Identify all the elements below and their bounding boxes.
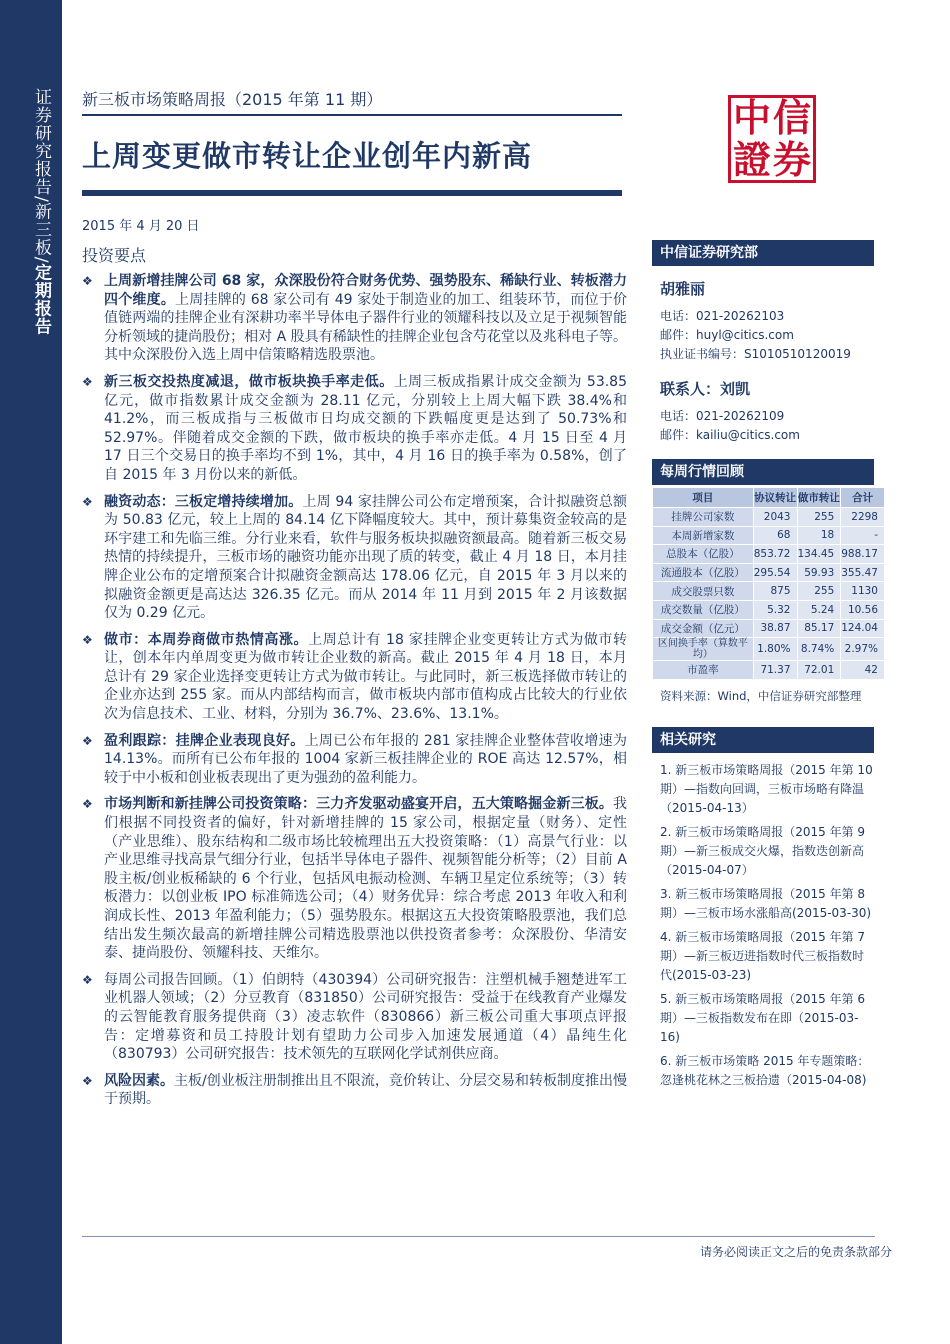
table-cell: 1.80%	[753, 638, 797, 661]
table-cell: 2043	[753, 508, 797, 527]
weekly-table-wrap	[652, 487, 878, 680]
table-cell: 2298	[841, 508, 885, 527]
table-cell: 124.04	[841, 619, 885, 638]
key-point-5	[82, 732, 627, 788]
diamond-bullet-icon: ❖	[82, 1073, 93, 1088]
table-cell: 255	[797, 508, 841, 527]
logo-char-2: 信	[773, 96, 812, 140]
table-cell: 18	[797, 526, 841, 545]
column-header: 协议转让	[753, 488, 797, 508]
diamond-bullet-icon: ❖	[82, 632, 93, 647]
weekly-market-table	[652, 487, 885, 680]
table-cell: 5.24	[797, 600, 841, 619]
analyst-phone: 电话：021-20262103	[660, 309, 785, 323]
key-point-lead: 新三板交投热度减退，做市板块换手率走低。	[104, 373, 394, 390]
column-header: 合计	[841, 488, 885, 508]
column-header: 做市转让	[797, 488, 841, 508]
diamond-bullet-icon: ❖	[82, 374, 93, 389]
contact-email[interactable]: 邮件：kailiu@citics.com	[660, 428, 800, 442]
analyst-panel-title: 中信证券研究部	[652, 240, 874, 266]
table-cell: 2.97%	[841, 638, 885, 661]
table-row	[653, 545, 885, 564]
title-rule	[82, 190, 622, 196]
table-row	[653, 563, 885, 582]
citic-securities-logo	[728, 95, 816, 183]
footer-rule	[82, 1236, 875, 1237]
table-row	[653, 638, 885, 661]
page-title: 上周变更做市转让企业创年内新高	[82, 139, 533, 173]
table-cell: 10.56	[841, 600, 885, 619]
table-cell: 295.54	[753, 563, 797, 582]
table-source: 资料来源：Wind，中信证券研究部整理	[660, 688, 862, 703]
report-date: 2015 年 4 月 20 日	[82, 219, 200, 234]
key-point-text: 主板/创业板注册制推出且不限流，竞价转让、分层交易和转板制度推出慢于预期。	[104, 1072, 628, 1108]
row-label: 市盈率	[653, 661, 754, 680]
related-item[interactable]: 2. 新三板市场策略周报（2015 年第 9 期）—新三板成交火爆，指数迭创新高（2015-04-07）	[660, 825, 866, 877]
table-cell: 255	[797, 582, 841, 601]
report-category	[14, 88, 50, 335]
key-point-lead: 融资动态：三板定增持续增加。	[104, 493, 303, 510]
logo-char-3: 證	[733, 138, 772, 182]
category-part-2: /新三板/	[31, 196, 51, 264]
key-point-lead: 做市：本周券商做市热情高涨。	[104, 631, 309, 648]
table-cell: 355.47	[841, 563, 885, 582]
row-label: 区间换手率（算数平均）	[653, 638, 754, 661]
diamond-bullet-icon: ❖	[82, 733, 93, 748]
related-list	[652, 761, 874, 1090]
disclaimer-note: 请务必阅读正文之后的免责条款部分	[699, 1245, 892, 1259]
key-point-2	[82, 373, 627, 485]
key-point-text: 上周 94 家挂牌公司公布定增预案，合计拟融资总额为 50.83 亿元，较上上周的 84.14 亿下降幅度较大。其中，预计募集资金较高的是环宇建工和先临三维。分行业来看，软件与服务板块拟融资额最高。随着新三板交易热情的持续提升，三板市场的融资功能亦出现了质的转变，截止 4 月 18 日，本月挂牌企业公布的定增预案合计拟融资金额高达 178.06 亿元，自 2015 年 3 月以来的拟融资金额更是高达达 326.35 亿元。而从 2014 年 11 月到 2015 年 2 月该数据仅为 0.29 亿元。	[104, 493, 628, 622]
table-cell: 85.17	[797, 619, 841, 638]
related-item[interactable]: 1. 新三板市场策略周报（2015 年第 10 期）—指数向回调，三板市场略有降温（2015-04-13）	[660, 763, 873, 815]
related-panel-title: 相关研究	[652, 727, 874, 753]
related-item[interactable]: 3. 新三板市场策略周报（2015 年第 8 期）—三板市场水涨船高(2015-03-30)	[660, 887, 872, 920]
key-point-lead: 盈利跟踪：挂牌企业表现良好。	[104, 732, 305, 749]
section-title: 投资要点	[82, 246, 147, 265]
table-row	[653, 661, 885, 680]
table-row	[653, 508, 885, 527]
key-point-text: 我们根据不同投资者的偏好，针对新增挂牌的 15 家公司，根据定量（财务）、定性（产业思维）、股东结构和二级市场比较梳理出五大投资策略：（1）高景气行业：以产业思维寻找高景气细分行业，包括半导体电子器件、视频智能分析等；（2）目前 A 股主板/创业板稀缺的 6 个行业，包括风电振动检测、车辆卫星定位系统等；（3）转板潜力：以创业板 IPO 标准筛选公司；（4）财务优异：综合考虑 2013 年收入和利润成长性、2013 年盈利能力；（5）强势股东。根据这五大投资策略股票池，我们总结出发生频次最高的新增挂牌公司精选股票池以供投资者参考：众深股份、华清安泰、捷尚股份、领耀科技、天维尔。	[104, 796, 627, 962]
table-cell: 72.01	[797, 661, 841, 680]
logo-char-1: 中	[733, 96, 772, 140]
table-cell: 5.32	[753, 600, 797, 619]
key-point-lead: 上周新增挂牌公司 68 家，众深股份符合财务优势、强势股东、稀缺行业、转板潜力四个维度。	[104, 273, 627, 308]
key-point-1	[82, 272, 627, 365]
row-label: 挂牌公司家数	[653, 508, 754, 527]
diamond-bullet-icon: ❖	[82, 274, 93, 288]
analyst-license: 执业证书编号：S1010510120019	[660, 347, 851, 361]
row-label: 流通股本（亿股）	[653, 563, 754, 582]
diamond-bullet-icon: ❖	[82, 972, 93, 987]
table-row	[653, 582, 885, 601]
table-row	[653, 619, 885, 638]
analyst-email[interactable]: 邮件：huyl@citics.com	[660, 328, 794, 342]
diamond-bullet-icon: ❖	[82, 797, 93, 812]
table-cell: 42	[841, 661, 885, 680]
category-part-1: 证券研究报告	[31, 88, 51, 196]
key-point-text: 每周公司报告回顾。（1）伯朗特（430394）公司研究报告：注塑机械手翘楚进军工业机器人领域；（2）分豆教育（831850）公司研究报告：受益于在线教育产业爆发的云智能教育服务提供商（3）凌志软件（830866）新三板公司重大事项点评报告：定增募资和员工持股计划有望助力公司步入加速发展通道（4）晶纯生化（830793）公司研究报告：技术领先的互联网化学试剂供应商。	[104, 971, 627, 1063]
weekly-panel-title: 每周行情回顾	[652, 459, 874, 485]
table-cell: 59.93	[797, 563, 841, 582]
table-cell: 71.37	[753, 661, 797, 680]
report-series: 新三板市场策略周报（2015 年第 11 期）	[82, 90, 383, 109]
table-cell: 38.87	[753, 619, 797, 638]
table-cell: 68	[753, 526, 797, 545]
table-cell: 988.17	[841, 545, 885, 564]
table-row	[653, 600, 885, 619]
table-cell: 853.72	[753, 545, 797, 564]
table-cell: -	[841, 526, 885, 545]
header-rule	[82, 114, 622, 116]
table-cell: 875	[753, 582, 797, 601]
row-label: 成交数量（亿股）	[653, 600, 754, 619]
logo-char-4: 券	[773, 138, 812, 182]
related-item[interactable]: 4. 新三板市场策略周报（2015 年第 7 期）—新三板迈进指数时代三板指数时代(2015-03-23)	[660, 930, 866, 982]
key-points	[82, 272, 627, 1117]
key-point-text: 上周已公布年报的 281 家挂牌企业整体营收增速为 14.13%。而所有已公布年报的 1004 家新三板挂牌企业的 ROE 高达 12.57%，相较于中小板和创业板表现出了更为强劲的盈利能力。	[104, 732, 628, 786]
related-item[interactable]: 6. 新三板市场策略 2015 年专题策略：忽逢桃花林之三板拾遗（2015-04-08)	[660, 1054, 870, 1087]
key-point-text: 上周总计有 18 家挂牌企业变更转让方式为做市转让，创本年内单周变更为做市转让企业数的新高。截止 2015 年 4 月 18 日，本月总计有 29 家企业选择变更转让方式为做市转让。与此同时，新三板选择做市转让的企业亦达到 255 家。而从内部结构而言，做市板块内部市值构成占比较大的行业依次为信息技术、工业、材料，分别为 36.7%、23.6%、13.1%。	[104, 631, 628, 723]
column-header: 项目	[653, 488, 754, 508]
diamond-bullet-icon: ❖	[82, 494, 93, 509]
key-point-text: 上周三板成指累计成交金额为 53.85 亿元，做市指数累计成交金额为 28.11 亿元，分别较上上周大幅下跌 38.4%和 41.2%，而三板成指与三板做市日均成交额的下跌幅度更是达到了 50.73%和 52.97%。伴随着成交金额的下跌，做市板块的换手率亦走低。4 月 15 日至 4 月 17 日三个交易日的换手率均不到 1%，其中，4 月 16 日的换手率为 0.58%，创了自 2015 年 3 月份以来的新低。	[104, 373, 627, 483]
key-point-3	[82, 493, 627, 623]
contact-name: 联系人：刘凯	[660, 380, 751, 398]
table-cell: 134.45	[797, 545, 841, 564]
key-point-7	[82, 971, 627, 1064]
side-band	[0, 0, 62, 1344]
key-point-8	[82, 1072, 627, 1109]
row-label: 成交金额（亿元）	[653, 619, 754, 638]
related-research-panel	[652, 727, 874, 1095]
key-point-lead: 风险因素。	[104, 1072, 175, 1089]
key-point-4	[82, 631, 627, 724]
category-part-3: 定期报告	[31, 263, 51, 336]
row-label: 本周新增家数	[653, 526, 754, 545]
key-point-6	[82, 795, 627, 962]
row-label: 总股本（亿股）	[653, 545, 754, 564]
row-label: 成交股票只数	[653, 582, 754, 601]
table-row	[653, 526, 885, 545]
table-cell: 1130	[841, 582, 885, 601]
weekly-market-panel	[652, 459, 878, 704]
analyst-panel	[652, 240, 874, 445]
key-point-text: 上周挂牌的 68 家公司有 49 家处于制造业的加工、组装环节，而位于价值链两端的挂牌企业有深耕功率半导体电子器件行业的领耀科技以及立足于视频智能分析领域的捷尚股份；相对 A 股具有稀缺性的挂牌企业包含芍花堂以及兆科电子等。其中众深股份入选上周中信策略精选股票池。	[104, 291, 628, 364]
key-point-lead: 市场判断和新挂牌公司投资策略：三力齐发驱动盛宴开启，五大策略掘金新三板。	[104, 796, 613, 813]
related-item[interactable]: 5. 新三板市场策略周报（2015 年第 6 期）—三板指数发布在即（2015-03-16)	[660, 992, 866, 1044]
contact-phone: 电话：021-20262109	[660, 409, 785, 423]
table-header-row	[653, 488, 885, 508]
table-cell: 8.74%	[797, 638, 841, 661]
analyst-name: 胡雅丽	[660, 280, 706, 298]
